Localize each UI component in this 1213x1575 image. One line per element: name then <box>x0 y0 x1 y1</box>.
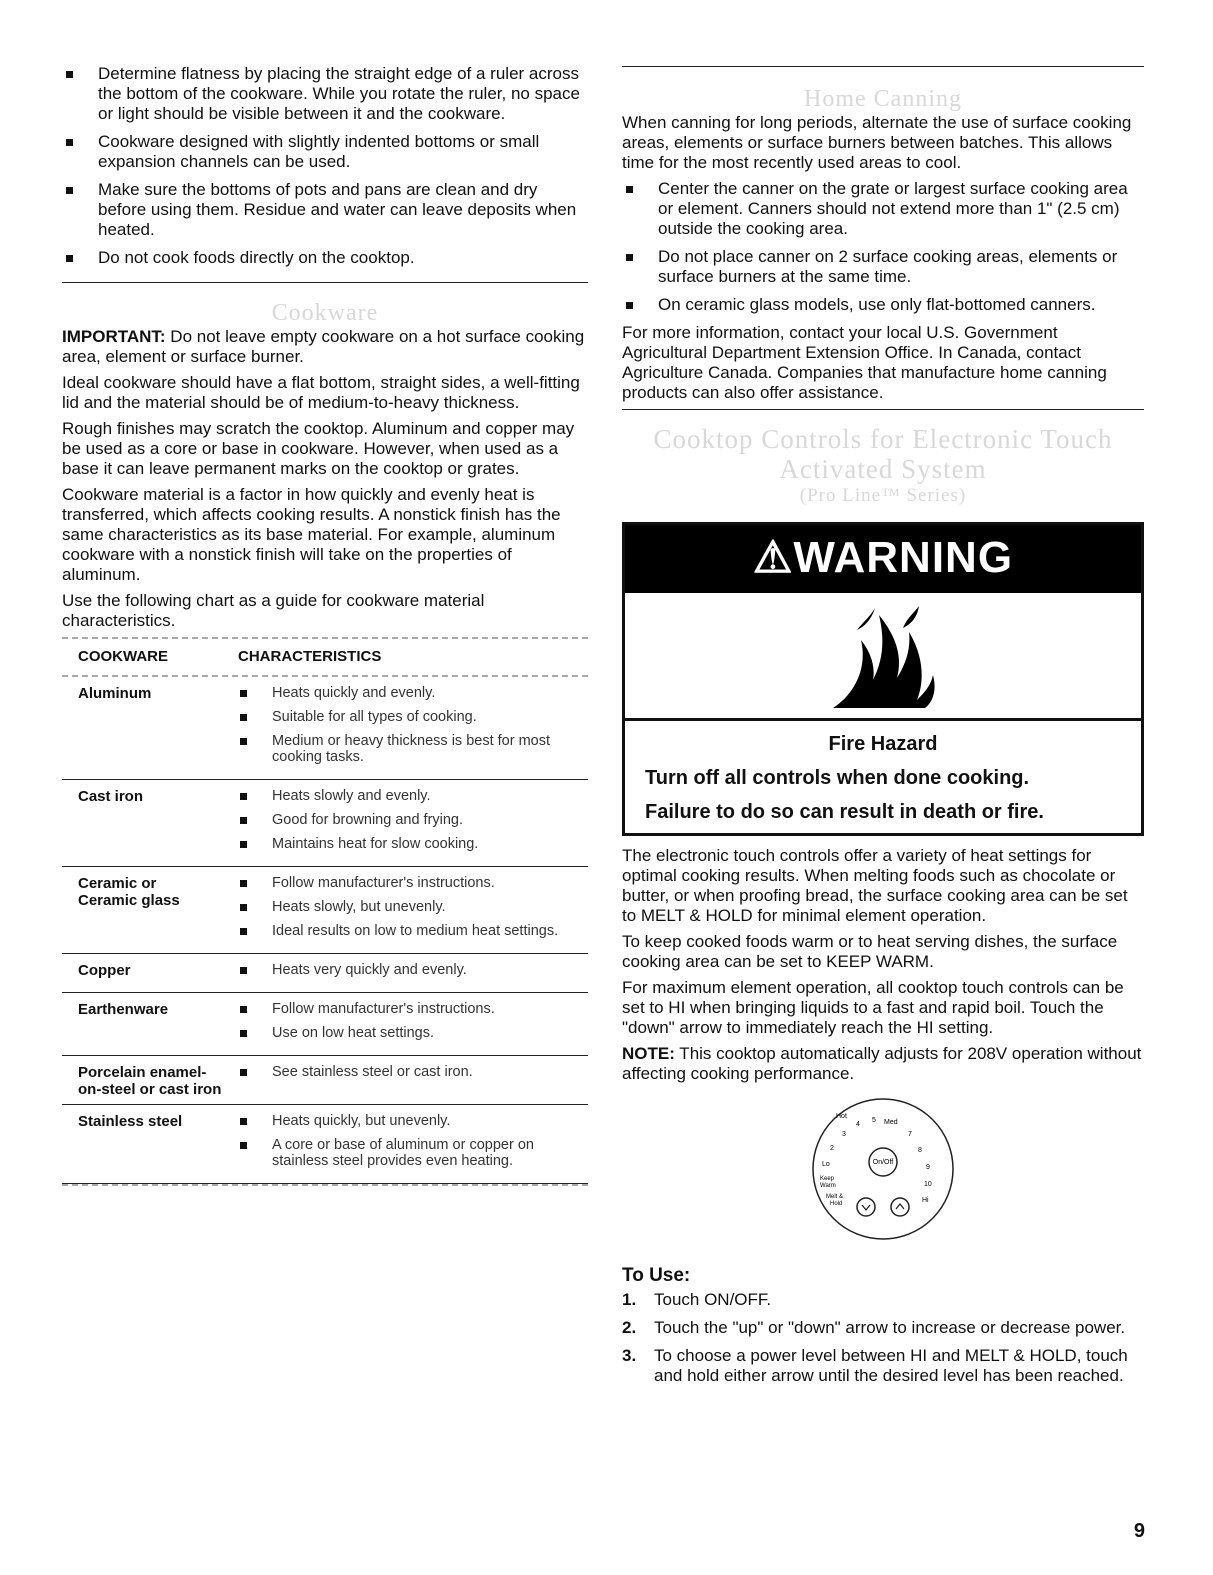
section-subtitle-pro-line: (Pro Line™ Series) <box>799 485 967 506</box>
dial-label: 9 <box>926 1164 930 1171</box>
list-item: See stainless steel or cast iron. <box>238 1064 588 1080</box>
paragraph: The electronic touch controls offer a variety of heat settings for optimal cooking results. When melting foods such as chocolate or butter, or when proofing bread, the surface cooking area can be set to MELT & HOLD for minimal element operation. <box>622 846 1128 925</box>
page-number: 9 <box>1133 1520 1145 1542</box>
cookware-name: Porcelain enamel-on-steel or cast iron <box>78 1064 222 1098</box>
divider <box>622 66 1144 67</box>
list-item: Good for browning and frying. <box>238 812 588 828</box>
section-title-home-canning: Home Canning <box>804 86 962 112</box>
important-label: IMPORTANT: <box>62 327 166 346</box>
divider <box>62 282 588 283</box>
column-header-characteristics: CHARACTERISTICS <box>238 648 382 665</box>
characteristics-list <box>238 788 588 860</box>
dial-label: Hi <box>922 1197 929 1204</box>
list-item: A core or base of aluminum or copper on stainless steel provides even heating. <box>238 1137 588 1169</box>
table-bottom-border <box>62 1184 588 1186</box>
paragraph: For maximum element operation, all cooktop touch controls can be set to HI when bringing liquids to a fast and rapid boil. Touch the "down" arrow to immediately reach the HI setting. <box>622 978 1124 1037</box>
list-item: Medium or heavy thickness is best for most cooking tasks. <box>238 733 588 765</box>
characteristics-list <box>238 1001 588 1049</box>
left-column <box>62 64 588 1186</box>
dial-label: 4 <box>856 1121 860 1128</box>
dial-label: Hot <box>836 1113 847 1120</box>
paragraph: For more information, contact your local U.S. Government Agricultural Department Extension Office. In Canada, contact Agriculture Canada. Companies that manufacture home canning products can also offer assistance. <box>622 323 1107 402</box>
cookware-name: Stainless steel <box>78 1113 183 1130</box>
list-item: Heats slowly and evenly. <box>238 788 588 804</box>
dial-label: Lo <box>822 1161 830 1168</box>
column-header-cookware: COOKWARE <box>78 648 168 665</box>
dial-label: 8 <box>918 1147 922 1154</box>
table-row <box>62 954 588 993</box>
table-row <box>62 867 588 954</box>
flatness-bullets <box>62 64 588 268</box>
list-item: Cookware designed with slightly indented bottoms or small expansion channels can be used. <box>62 132 588 172</box>
control-dial-illustration <box>808 1094 958 1244</box>
note-label: NOTE: <box>622 1044 675 1063</box>
cookware-table <box>62 637 588 1186</box>
warning-body <box>625 721 1141 833</box>
list-item: Make sure the bottoms of pots and pans are clean and dry before using them. Residue and water can leave deposits when heated. <box>62 180 588 240</box>
characteristics-list <box>238 685 588 773</box>
list-item: Determine flatness by placing the straight edge of a ruler across the bottom of the cookware. While you rotate the ruler, no space or light should be visible between it and the cookware. <box>62 64 588 124</box>
dial-label: 2 <box>830 1145 834 1152</box>
characteristics-list <box>238 1113 588 1177</box>
paragraph: Ideal cookware should have a flat bottom, straight sides, a well-fitting lid and the material should be of medium-to-heavy thickness. <box>62 373 580 412</box>
characteristics-list <box>238 962 588 986</box>
list-item: Suitable for all types of cooking. <box>238 709 588 725</box>
step-text: To choose a power level between HI and MELT & HOLD, touch and hold either arrow until the desired level has been reached. <box>654 1346 1128 1385</box>
dial-label: Melt & <box>826 1194 844 1200</box>
control-dial-diagram <box>622 1094 1144 1244</box>
list-item: Follow manufacturer's instructions. <box>238 1001 588 1017</box>
characteristics-list <box>238 875 588 947</box>
dial-label: 5 <box>872 1117 876 1124</box>
note-text: This cooktop automatically adjusts for 208V operation without affecting cooking performance. <box>622 1044 1142 1083</box>
table-row <box>62 780 588 867</box>
dial-label: 3 <box>842 1131 846 1138</box>
cookware-name: Copper <box>78 962 131 979</box>
list-item: Maintains heat for slow cooking. <box>238 836 588 852</box>
list-item: Use on low heat settings. <box>238 1025 588 1041</box>
dial-label: On/Off <box>872 1159 894 1166</box>
warning-hazard-title: Fire Hazard <box>828 733 938 755</box>
paragraph: Use the following chart as a guide for cookware material characteristics. <box>62 591 485 630</box>
table-header <box>62 639 588 675</box>
table-row <box>62 1105 588 1184</box>
list-item: Center the canner on the grate or largest surface cooking area or element. Canners should not extend more than 1" (2.5 cm) outside the cooking area. <box>622 179 1144 239</box>
characteristics-list <box>238 1064 588 1098</box>
list-item: Heats quickly, but unevenly. <box>238 1113 588 1129</box>
divider <box>622 409 1144 410</box>
up-arrow-icon <box>891 1198 909 1216</box>
cookware-name: Aluminum <box>78 685 152 702</box>
table-row <box>62 1056 588 1105</box>
list-item: Do not cook foods directly on the cooktop. <box>62 248 588 268</box>
table-row <box>62 677 588 780</box>
paragraph: Rough finishes may scratch the cooktop. Aluminum and copper may be used as a core or base in cookware. However, when used as a base it can leave permanent marks on the cooktop or grates. <box>62 419 575 478</box>
list-item: Heats slowly, but unevenly. <box>238 899 588 915</box>
dial-label: Keep <box>820 1176 835 1182</box>
section-title-cooktop-controls-line2: Activated System <box>779 454 987 484</box>
step-text: Touch the "up" or "down" arrow to increase or decrease power. <box>654 1318 1126 1337</box>
dial-label: Hold <box>830 1201 843 1207</box>
to-use-steps <box>622 1290 1144 1386</box>
down-arrow-icon <box>857 1198 875 1216</box>
warning-triangle-icon: ⚠ <box>752 533 794 582</box>
list-item: Heats very quickly and evenly. <box>238 962 588 978</box>
important-text: Do not leave empty cookware on a hot surface cooking area, element or surface burner. <box>62 327 585 366</box>
dial-label: Warm <box>820 1183 836 1189</box>
paragraph: Cookware material is a factor in how quickly and evenly heat is transferred, which affects cooking results. A nonstick finish has the same characteristics as its base material. For example, aluminum cookware with a nonstick finish will take on the properties of aluminum. <box>62 485 561 584</box>
dial-label: 10 <box>924 1181 932 1188</box>
table-row <box>62 993 588 1056</box>
step-number: 2. <box>622 1318 637 1337</box>
paragraph: When canning for long periods, alternate the use of surface cooking areas, elements or surface burners between batches. This allows time for the most recently used areas to cool. <box>622 113 1132 172</box>
list-item <box>622 1290 1144 1310</box>
warning-header <box>625 525 1141 593</box>
fire-icon-panel <box>625 593 1141 721</box>
step-number: 1. <box>622 1290 637 1309</box>
warning-line: Turn off all controls when done cooking. <box>645 767 1030 789</box>
important-note <box>62 327 588 367</box>
list-item: Heats quickly and evenly. <box>238 685 588 701</box>
warning-box <box>622 522 1144 836</box>
dial-label: 7 <box>908 1131 912 1138</box>
section-title-cookware: Cookware <box>271 300 379 326</box>
dial-label: Med <box>884 1119 898 1126</box>
fire-icon <box>813 600 953 712</box>
list-item: Ideal results on low to medium heat settings. <box>238 923 588 939</box>
paragraph: To keep cooked foods warm or to heat serving dishes, the surface cooking area can be set to KEEP WARM. <box>622 932 1118 971</box>
canning-bullets <box>622 179 1144 315</box>
to-use-title: To Use: <box>622 1265 691 1286</box>
cookware-name: Earthenware <box>78 1001 169 1018</box>
warning-line: Failure to do so can result in death or fire. <box>645 801 1044 823</box>
warning-label: WARNING <box>793 533 1014 582</box>
right-column <box>622 66 1144 1394</box>
step-text: Touch ON/OFF. <box>654 1290 772 1309</box>
list-item <box>622 1346 1144 1386</box>
section-title-cooktop-controls: Cooktop Controls for Electronic Touch <box>653 424 1113 454</box>
list-item: Follow manufacturer's instructions. <box>238 875 588 891</box>
step-number: 3. <box>622 1346 637 1365</box>
cookware-name: Ceramic or Ceramic glass <box>78 875 180 909</box>
list-item: On ceramic glass models, use only flat-bottomed canners. <box>622 295 1144 315</box>
cookware-name: Cast iron <box>78 788 144 805</box>
note <box>622 1044 1144 1084</box>
list-item <box>622 1318 1144 1338</box>
list-item: Do not place canner on 2 surface cooking areas, elements or surface burners at the same time. <box>622 247 1144 287</box>
